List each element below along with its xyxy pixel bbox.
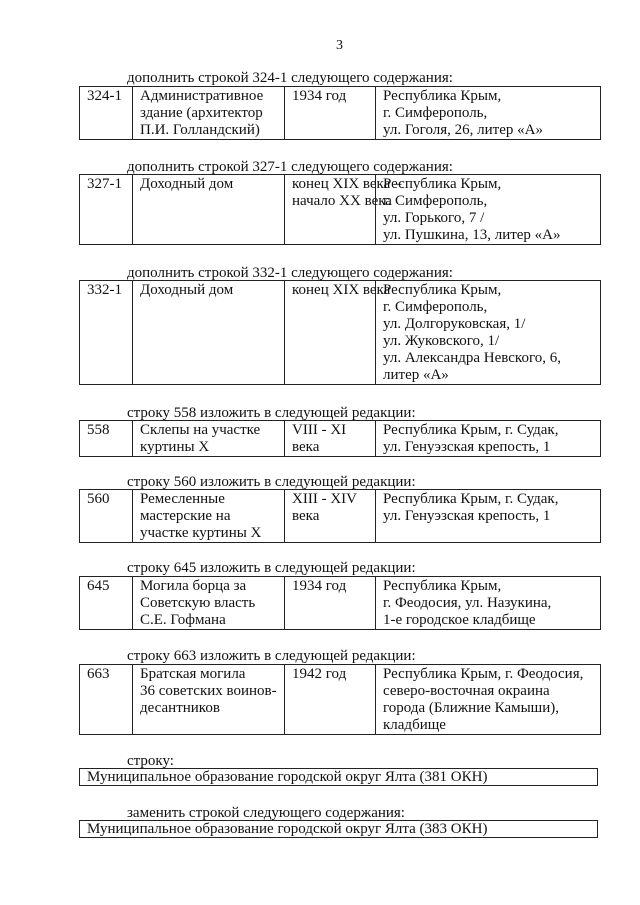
- address-line: ул. Долгоруковская, 1/: [383, 316, 526, 332]
- record-table: [79, 280, 601, 385]
- address-line: г. Феодосия, ул. Назукина,: [383, 595, 552, 611]
- name-line: Административное: [140, 88, 264, 104]
- name-line: 36 советских воинов-: [140, 683, 277, 699]
- date-line: 1934 год: [292, 88, 347, 104]
- name-line: Доходный дом: [140, 176, 234, 192]
- record-address: [376, 490, 601, 543]
- date-line: 1942 год: [292, 666, 347, 682]
- record-table: [79, 420, 601, 457]
- date-line: века: [292, 439, 320, 455]
- record-name: [133, 490, 285, 543]
- address-line: ул. Генуэзская крепость, 1: [383, 439, 551, 455]
- record-date: [285, 490, 376, 543]
- address-line: г. Симферополь,: [383, 105, 488, 121]
- record-address: [376, 281, 601, 385]
- section-intro: строку 663 изложить в следующей редакции:: [127, 648, 416, 664]
- name-line: мастерские на: [140, 508, 231, 524]
- table-row: [80, 281, 601, 385]
- record-number: 558: [80, 421, 133, 457]
- address-line: Республика Крым,: [383, 578, 502, 594]
- name-line: Доходный дом: [140, 282, 234, 298]
- replace-with-intro: заменить строкой следующего содержания:: [127, 805, 405, 821]
- record-address: [376, 175, 601, 245]
- address-line: Республика Крым,: [383, 88, 502, 104]
- record-date: [285, 281, 391, 385]
- record-name: [133, 665, 285, 735]
- address-line: ул. Александра Невского, 6,: [383, 350, 561, 366]
- section-intro: строку 645 изложить в следующей редакции:: [127, 560, 416, 576]
- address-line: ул. Пушкина, 13, литер «А»: [383, 227, 561, 243]
- address-line: северо-восточная окраина: [383, 683, 550, 699]
- address-line: кладбище: [383, 717, 446, 733]
- record-name: [133, 175, 285, 245]
- record-table: [79, 576, 601, 630]
- address-line: Республика Крым,: [383, 176, 502, 192]
- section-intro: строку 560 изложить в следующей редакции:: [127, 474, 416, 490]
- name-line: Склепы на участке: [140, 422, 261, 438]
- record-table: [79, 86, 601, 140]
- record-date: [285, 87, 376, 140]
- record-number: 332-1: [80, 281, 133, 385]
- name-line: участке куртины X: [140, 525, 262, 541]
- date-line: XIII - XIV: [292, 491, 357, 507]
- address-line: Республика Крым, г. Судак,: [383, 422, 559, 438]
- address-line: 1-е городское кладбище: [383, 612, 536, 628]
- table-row: [80, 665, 601, 735]
- record-name: [133, 421, 285, 457]
- record-address: [376, 421, 601, 457]
- name-line: П.И. Голландский): [140, 122, 260, 138]
- record-name: [133, 577, 285, 630]
- old-row: Муниципальное образование городской округ Ялта (381 ОКН): [79, 768, 598, 786]
- address-line: города (Ближние Камыши),: [383, 700, 559, 716]
- name-line: Братская могила: [140, 666, 246, 682]
- address-line: ул. Жуковского, 1/: [383, 333, 500, 349]
- name-line: Могила борца за: [140, 578, 247, 594]
- address-line: литер «А»: [383, 367, 449, 383]
- name-line: куртины X: [140, 439, 210, 455]
- record-name: [133, 281, 285, 385]
- address-line: Республика Крым,: [383, 282, 502, 298]
- page-number: 3: [336, 38, 343, 53]
- date-line: конец XIX века –: [292, 176, 402, 192]
- address-line: ул. Горького, 7 /: [383, 210, 485, 226]
- new-row: Муниципальное образование городской округ Ялта (383 ОКН): [79, 820, 598, 838]
- record-table: [79, 489, 601, 543]
- replace-intro: строку:: [127, 753, 174, 769]
- record-number: 645: [80, 577, 133, 630]
- section-intro: дополнить строкой 332-1 следующего содержания:: [127, 265, 453, 281]
- record-address: [376, 87, 601, 140]
- record-table: [79, 174, 601, 245]
- record-date: [285, 577, 376, 630]
- date-line: века: [292, 508, 320, 524]
- record-number: 663: [80, 665, 133, 735]
- record-address: [376, 665, 601, 735]
- name-line: здание (архитектор: [140, 105, 263, 121]
- section-intro: строку 558 изложить в следующей редакции:: [127, 405, 416, 421]
- address-line: г. Симферополь,: [383, 193, 488, 209]
- record-table: [79, 664, 601, 735]
- date-line: конец XIX века: [292, 282, 391, 298]
- name-line: Ремесленные: [140, 491, 225, 507]
- date-line: начало XX века: [292, 193, 392, 209]
- address-line: Республика Крым, г. Судак,: [383, 491, 559, 507]
- section-intro: дополнить строкой 327-1 следующего содержания:: [127, 159, 453, 175]
- table-row: [80, 87, 601, 140]
- name-line: Советскую власть: [140, 595, 256, 611]
- address-line: ул. Генуэзская крепость, 1: [383, 508, 551, 524]
- table-row: [80, 421, 601, 457]
- name-line: С.Е. Гофмана: [140, 612, 226, 628]
- name-line: десантников: [140, 700, 220, 716]
- address-line: Республика Крым, г. Феодосия,: [383, 666, 584, 682]
- record-name: [133, 87, 285, 140]
- table-row: [80, 490, 601, 543]
- address-line: г. Симферополь,: [383, 299, 488, 315]
- record-date: [285, 175, 402, 245]
- table-row: [80, 175, 601, 245]
- record-date: [285, 421, 376, 457]
- date-line: VIII - XI: [292, 422, 347, 438]
- date-line: 1934 год: [292, 578, 347, 594]
- record-number: 324-1: [80, 87, 133, 140]
- table-row: [80, 577, 601, 630]
- record-address: [376, 577, 601, 630]
- record-number: 560: [80, 490, 133, 543]
- record-number: 327-1: [80, 175, 133, 245]
- record-date: [285, 665, 376, 735]
- address-line: ул. Гоголя, 26, литер «А»: [383, 122, 543, 138]
- section-intro: дополнить строкой 324-1 следующего содержания:: [127, 70, 453, 86]
